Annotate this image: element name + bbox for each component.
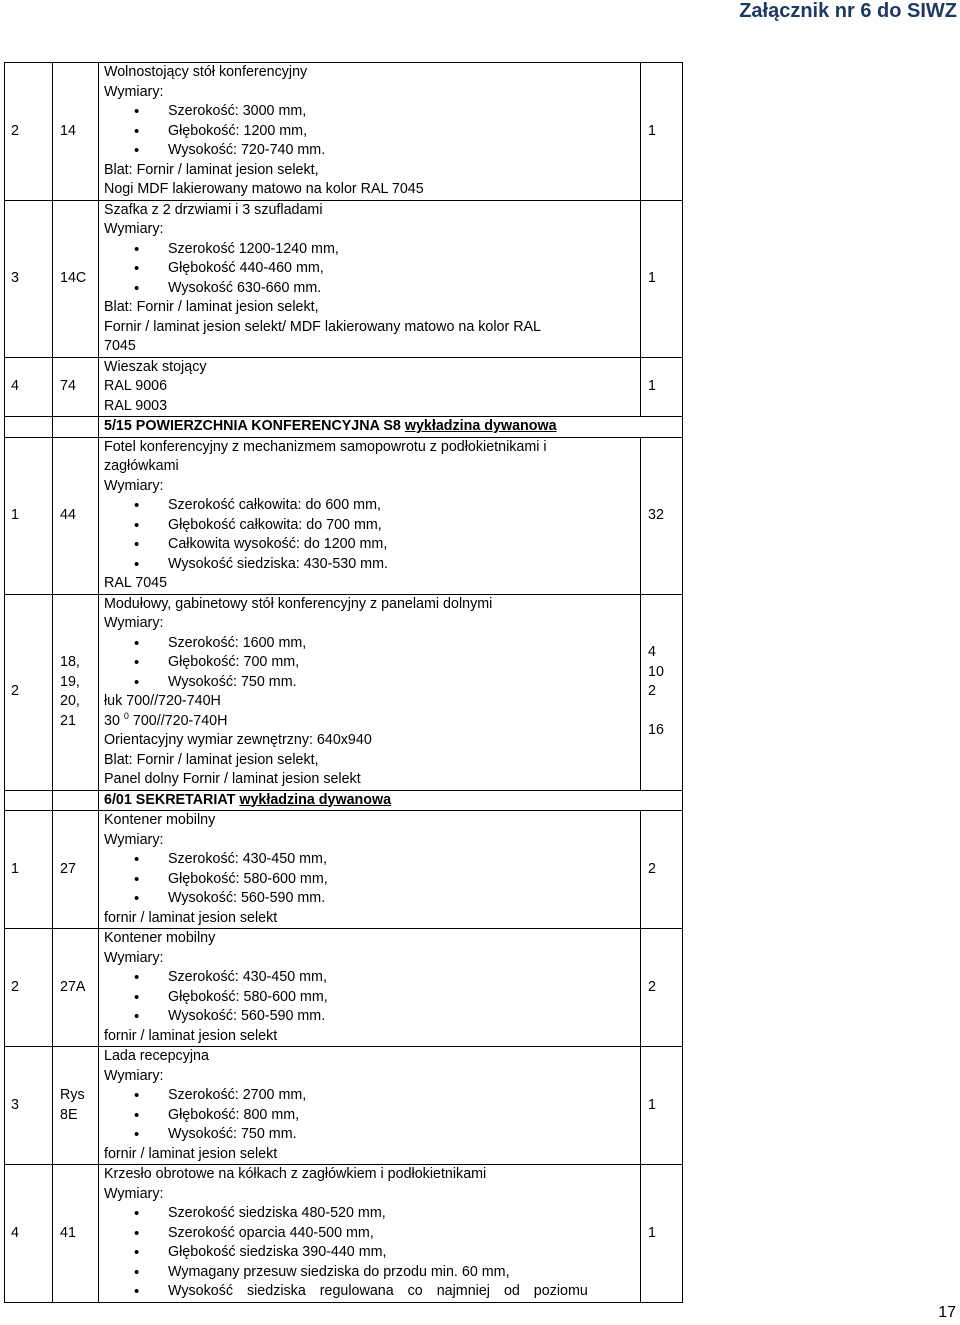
table-row: [5, 929, 683, 1047]
dimension-item: • Wysokość siedziska: 430-530 mm.: [168, 555, 640, 575]
empty-cell: [53, 790, 99, 811]
row-number-cell: [5, 929, 53, 1047]
description-line: Wymiary:: [104, 831, 164, 848]
section-header-row: [5, 417, 683, 438]
section-title: 6/01 SEKRETARIAT: [104, 791, 240, 808]
description-line: fornir / laminat jesion selekt: [104, 1145, 278, 1162]
quantity: 2: [648, 860, 656, 877]
dimension-list: [104, 240, 640, 299]
row-number-cell: [5, 437, 53, 594]
dimension-item: • Wysokość: 560-590 mm.: [168, 889, 640, 909]
quantity-cell: [641, 437, 683, 594]
dimension-item: • Szerokość: 3000 mm,: [168, 102, 640, 122]
dimension-item: • Szerokość oparcia 440-500 mm,: [168, 1224, 640, 1244]
item-code-line: 18,: [60, 654, 80, 670]
quantity-line: 2: [648, 683, 656, 700]
description-line: Wieszak stojący: [104, 358, 207, 375]
section-flooring: wykładzina dywanowa: [404, 418, 557, 434]
quantity-cell: [641, 594, 683, 790]
degree-superscript: 0: [123, 710, 129, 721]
description-line: Nogi MDF lakierowany matowo na kolor RAL 7045: [104, 181, 424, 197]
dimension-list: [104, 968, 640, 1027]
description-line: zagłówkami: [104, 458, 179, 474]
description-cell: [99, 437, 641, 594]
row-number-cell: [5, 63, 53, 201]
description-line: Orientacyjny wymiar zewnętrzny: 640x940: [104, 732, 372, 748]
item-code-line: 19,: [60, 673, 80, 690]
row-number: 2: [11, 683, 19, 700]
description-line: Wymiary:: [104, 949, 164, 966]
dimension-item: • Szerokość 1200-1240 mm,: [168, 240, 640, 260]
row-number-cell: [5, 594, 53, 790]
dimension-item: • Wysokość: 750 mm.: [168, 673, 640, 693]
description-cell: [99, 811, 641, 929]
item-code-line: Rys: [60, 1087, 85, 1103]
empty-cell: [5, 790, 53, 811]
description-line: Wymiary:: [104, 1067, 164, 1084]
item-code-cell: [53, 811, 99, 929]
table-row: [5, 200, 683, 357]
row-number: 2: [11, 978, 19, 995]
quantity: 32: [648, 506, 664, 523]
item-code-line: 20,: [60, 693, 80, 709]
row-number: 3: [11, 269, 19, 286]
dimension-item: • Wysokość: 720-740 mm.: [168, 141, 640, 161]
table-row: [5, 811, 683, 929]
quantity-cell: [641, 357, 683, 417]
dimension-item: • Głębokość 440-460 mm,: [168, 259, 640, 279]
quantity: 1: [648, 122, 656, 139]
dimension-item: • Szerokość: 430-450 mm,: [168, 850, 640, 870]
section-flooring: wykładzina dywanowa: [239, 791, 392, 808]
quantity-cell: [641, 63, 683, 201]
item-code-cell: [53, 1165, 99, 1303]
description-line: Wymiary:: [104, 615, 164, 631]
dimension-list: [104, 634, 640, 693]
description-cell: [99, 1047, 641, 1165]
dimension-item: • Szerokość siedziska 480-520 mm,: [168, 1204, 640, 1224]
section-header: [99, 417, 683, 438]
dimension-item: • Wysokość: 750 mm.: [168, 1125, 640, 1145]
dimension-item: • Wysokość 630-660 mm.: [168, 279, 640, 299]
description-text: 30: [104, 712, 124, 729]
description-line: łuk 700//720-740H: [104, 693, 221, 709]
item-code-cell: [53, 357, 99, 417]
description-line: Wymiary:: [104, 83, 164, 100]
row-number: 1: [11, 860, 19, 877]
item-code: 14: [60, 122, 76, 139]
item-code-cell: [53, 1047, 99, 1165]
section-header-row: [5, 790, 683, 811]
row-number-cell: [5, 200, 53, 357]
description-line: Wymiary:: [104, 477, 164, 494]
description-line: fornir / laminat jesion selekt: [104, 1027, 278, 1044]
item-code-line: 8E: [60, 1106, 78, 1123]
item-code-line: 21: [60, 712, 76, 729]
description-line: Panel dolny Fornir / laminat jesion selekt: [104, 771, 361, 787]
dimension-item: • Wysokość siedziska regulowana co najmniej od poziomu: [168, 1282, 640, 1302]
quantity-cell: [641, 200, 683, 357]
row-number: 4: [11, 1224, 19, 1241]
quantity: 1: [648, 1096, 656, 1113]
description-cell: [99, 594, 641, 790]
row-number-cell: [5, 811, 53, 929]
table-row: [5, 594, 683, 790]
quantity: 1: [648, 378, 656, 394]
dimension-item: • Szerokość: 1600 mm,: [168, 634, 640, 654]
dimension-item: • Szerokość: 430-450 mm,: [168, 968, 640, 988]
section-title: 5/15 POWIERZCHNIA KONFERENCYJNA S8: [104, 418, 405, 434]
description-line: Wymiary:: [104, 221, 164, 237]
description-line: RAL 9003: [104, 397, 168, 414]
dimension-item: • Głębokość: 580-600 mm,: [168, 870, 640, 890]
dimension-item: • Głębokość: 580-600 mm,: [168, 988, 640, 1008]
description-line: [104, 712, 640, 732]
dimension-item: • Całkowita wysokość: do 1200 mm,: [168, 535, 640, 555]
dimension-list: [104, 496, 640, 574]
description-line: Kontener mobilny: [104, 812, 216, 828]
section-header: [99, 790, 683, 811]
quantity: 2: [648, 978, 656, 995]
dimension-item: • Głębokość: 800 mm,: [168, 1106, 640, 1126]
quantity-cell: [641, 1047, 683, 1165]
dimension-list: [104, 850, 640, 909]
table-row: [5, 1047, 683, 1165]
row-number-cell: [5, 357, 53, 417]
description-text: 700//720-740H: [128, 712, 228, 729]
empty-cell: [5, 417, 53, 438]
quantity: 1: [648, 1224, 656, 1241]
table-row: [5, 437, 683, 594]
item-code-cell: [53, 594, 99, 790]
description-line: Wolnostojący stół konferencyjny: [104, 64, 308, 80]
attachment-header: Załącznik nr 6 do SIWZ: [739, 0, 957, 22]
description-line: fornir / laminat jesion selekt: [104, 909, 278, 926]
description-line: Wymiary:: [104, 1185, 164, 1202]
dimension-item: • Wysokość: 560-590 mm.: [168, 1007, 640, 1027]
description-cell: [99, 200, 641, 357]
description-cell: [99, 1165, 641, 1303]
dimension-list: [104, 1086, 640, 1145]
description-line: RAL 9006: [104, 378, 168, 394]
description-cell: [99, 929, 641, 1047]
quantity-cell: [641, 811, 683, 929]
furniture-spec-table: [4, 62, 683, 1303]
table-row: [5, 63, 683, 201]
description-line: RAL 7045: [104, 575, 168, 591]
description-line: Krzesło obrotowe na kółkach z zagłówkiem i podłokietnikami: [104, 1166, 487, 1182]
row-number-cell: [5, 1047, 53, 1165]
quantity-cell: [641, 929, 683, 1047]
dimension-item: • Szerokość: 2700 mm,: [168, 1086, 640, 1106]
description-line: Kontener mobilny: [104, 930, 216, 946]
row-number: 4: [11, 378, 19, 394]
description-line: Szafka z 2 drzwiami i 3 szufladami: [104, 201, 323, 218]
item-code: 44: [60, 506, 76, 523]
description-line: Fotel konferencyjny z mechanizmem samopowrotu z podłokietnikami i: [104, 438, 547, 455]
item-code: 27A: [60, 978, 86, 995]
table-row: [5, 357, 683, 417]
page-number: 17: [938, 1304, 956, 1321]
dimension-item: • Głębokość całkowita: do 700 mm,: [168, 516, 640, 536]
description-line: Fornir / laminat jesion selekt/ MDF lakierowany matowo na kolor RAL: [104, 318, 542, 335]
description-line: Modułowy, gabinetowy stół konferencyjny z panelami dolnymi: [104, 595, 493, 612]
item-code-cell: [53, 200, 99, 357]
dimension-item: • Głębokość siedziska 390-440 mm,: [168, 1243, 640, 1263]
row-number: 1: [11, 506, 19, 523]
dimension-item: • Wymagany przesuw siedziska do przodu min. 60 mm,: [168, 1263, 640, 1283]
description-line: Blat: Fornir / laminat jesion selekt,: [104, 161, 319, 178]
quantity-line: 16: [648, 722, 664, 739]
dimension-item: • Szerokość całkowita: do 600 mm,: [168, 496, 640, 516]
item-code: 14C: [60, 269, 87, 286]
item-code-cell: [53, 63, 99, 201]
description-line: Blat: Fornir / laminat jesion selekt,: [104, 299, 319, 315]
row-number: 2: [11, 122, 19, 139]
item-code: 41: [60, 1224, 76, 1241]
quantity-line: 4: [648, 644, 656, 661]
description-line: Lada recepcyjna: [104, 1048, 209, 1064]
row-number-cell: [5, 1165, 53, 1303]
dimension-list: [104, 1204, 640, 1302]
description-line: 7045: [104, 338, 136, 354]
item-code-cell: [53, 437, 99, 594]
item-code: 27: [60, 860, 76, 877]
table-row: [5, 1165, 683, 1303]
description-cell: [99, 357, 641, 417]
item-code: 74: [60, 378, 76, 394]
quantity-line: [648, 702, 682, 722]
dimension-item: • Głębokość: 1200 mm,: [168, 122, 640, 142]
description-line: Blat: Fornir / laminat jesion selekt,: [104, 751, 319, 768]
item-code-cell: [53, 929, 99, 1047]
quantity-cell: [641, 1165, 683, 1303]
description-cell: [99, 63, 641, 201]
row-number: 3: [11, 1096, 19, 1113]
dimension-list: [104, 102, 640, 161]
dimension-item: • Głębokość: 700 mm,: [168, 653, 640, 673]
quantity-line: 10: [648, 663, 664, 680]
empty-cell: [53, 417, 99, 438]
quantity: 1: [648, 269, 656, 286]
